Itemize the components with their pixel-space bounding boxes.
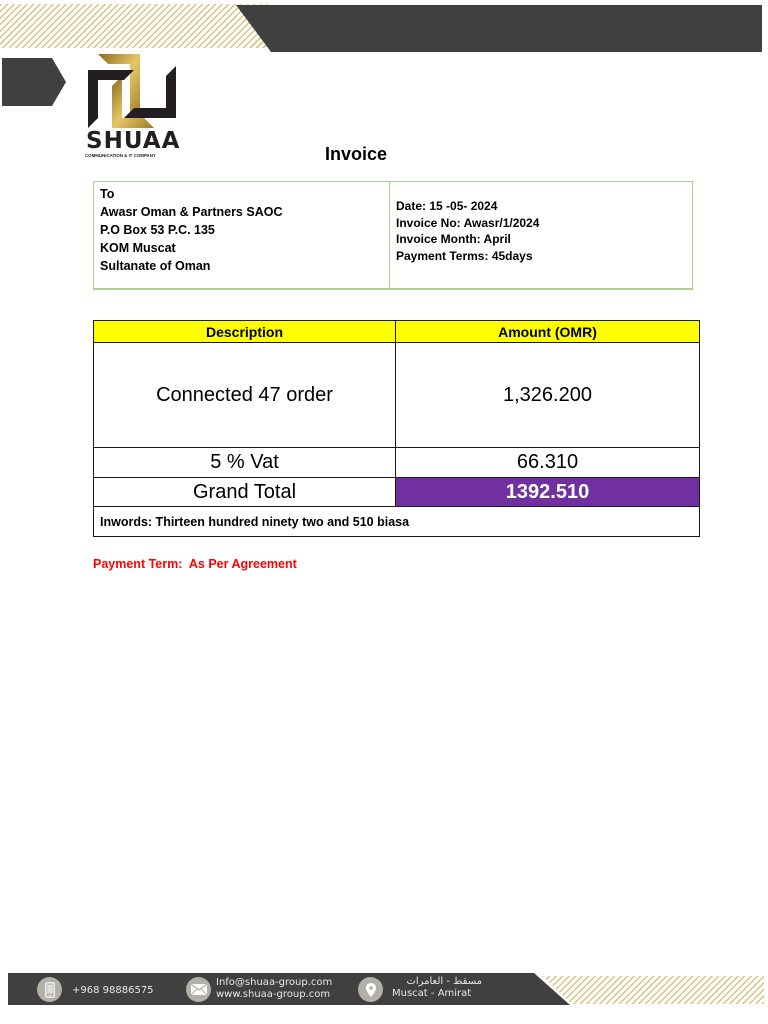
table-row (94, 343, 700, 448)
item-amount: 1,326.200 (396, 343, 700, 448)
footer-location-english: Muscat - Amirat (392, 988, 472, 999)
company-tagline: COMMUNICATION & IT COMPANY (85, 153, 156, 158)
table-row (94, 448, 700, 478)
footer-email[interactable]: Info@shuaa-group.com (216, 977, 333, 988)
phone-icon (37, 977, 62, 1002)
location-pin-icon (358, 977, 383, 1002)
payment-terms: Payment Terms: 45days (396, 248, 533, 263)
customer-country: Sultanate of Oman (100, 259, 211, 273)
company-name: SHUAA (86, 128, 181, 154)
footer-location-arabic: مسقط - العامرات (406, 976, 482, 987)
footer-website[interactable]: www.shuaa-group.com (216, 989, 331, 1000)
column-header-description: Description (94, 321, 396, 343)
payment-term-note: Payment Term: As Per Agreement (93, 557, 297, 571)
invoice-month: Invoice Month: April (396, 232, 511, 246)
customer-po-box: P.O Box 53 P.C. 135 (100, 223, 215, 237)
invoice-date: Date: 15 -05- 2024 (396, 199, 498, 213)
customer-city: KOM Muscat (100, 241, 176, 255)
header-dark-bar (236, 5, 762, 52)
invoice-meta-section (390, 182, 692, 288)
invoice-table (93, 320, 700, 537)
invoice-number: Invoice No: Awasr/1/2024 (396, 215, 540, 230)
header-hatch-decoration (0, 4, 270, 48)
amount-in-words-row (94, 507, 700, 537)
bill-to-section (94, 182, 390, 288)
mail-icon (186, 977, 211, 1002)
side-arrow-tab (2, 58, 66, 106)
vat-amount: 66.310 (396, 448, 700, 478)
customer-name: Awasr Oman & Partners SAOC (100, 205, 283, 219)
amount-in-words: Inwords: Thirteen hundred ninety two and 510 biasa (94, 507, 700, 537)
grand-total-amount: 1392.510 (396, 478, 700, 507)
grand-total-label: Grand Total (94, 478, 396, 507)
footer-hatch-decoration (542, 976, 764, 1004)
grand-total-row (94, 478, 700, 507)
footer-phone: +968 98886575 (72, 985, 154, 996)
bill-to-label: To (100, 187, 115, 201)
table-header-row (94, 321, 700, 343)
item-description: Connected 47 order (94, 343, 396, 448)
vat-label: 5 % Vat (94, 448, 396, 478)
column-header-amount: Amount (OMR) (396, 321, 700, 343)
billing-info-box (93, 181, 693, 290)
